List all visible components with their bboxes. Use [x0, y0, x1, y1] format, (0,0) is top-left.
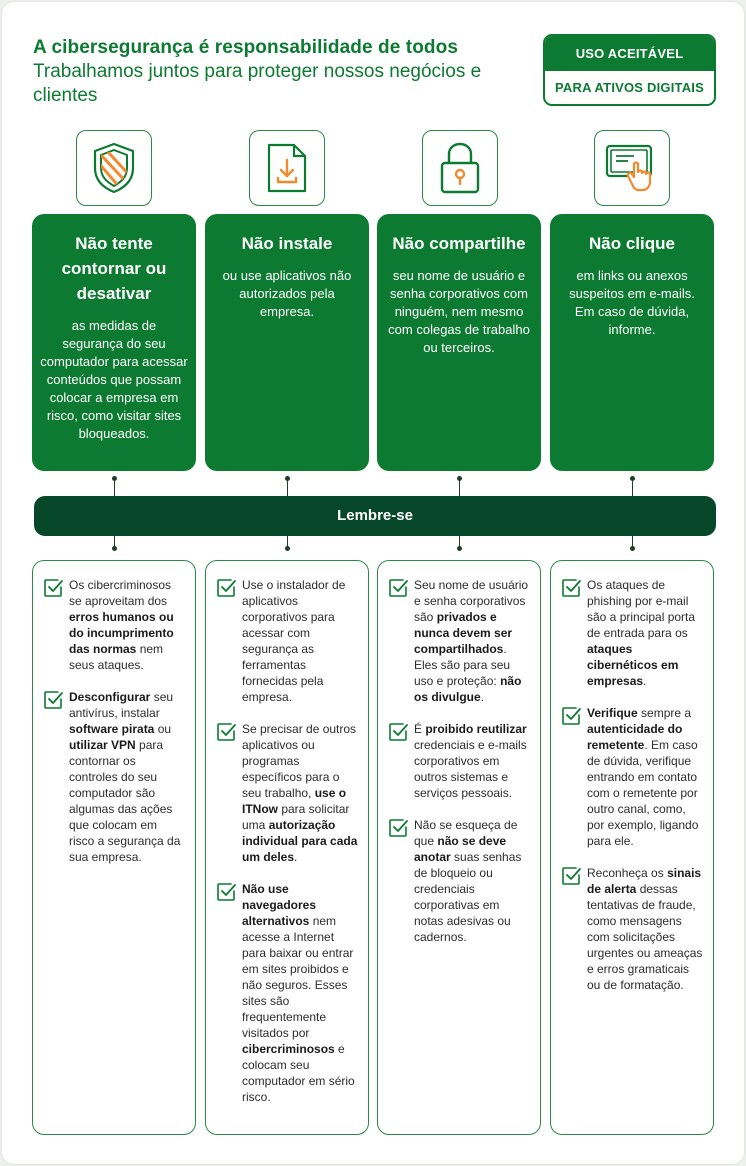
- body-text: nem seus ataques.: [69, 642, 164, 672]
- checkbox-check-icon: [561, 706, 581, 726]
- body-text: Seu nome de usuário e senha corporativos são: [414, 578, 529, 624]
- card-title: Não clique: [589, 234, 675, 253]
- connector-dot: [285, 546, 290, 551]
- checklist-item: [216, 881, 358, 1105]
- body-text: Se precisar de outros aplicativos ou programas específicos para o seu trabalho,: [242, 722, 357, 800]
- body-text: Os ataques de phishing por e-mail são a principal porta de entrada para os: [587, 578, 696, 640]
- body-text: ou: [154, 722, 172, 736]
- policy-badge: [543, 34, 716, 106]
- shield-icon: [89, 141, 139, 195]
- shield-icon-box: [76, 130, 152, 206]
- checklist-item-text: [414, 817, 530, 945]
- emphasis-text: autenticidade do remetente: [587, 722, 683, 752]
- emphasis-text: autorização individual para cada um deles: [242, 818, 358, 864]
- checkbox-check-icon: [388, 818, 408, 838]
- click-card-icon: [604, 142, 660, 194]
- badge-top-label: USO ACEITÁVEL: [545, 36, 714, 71]
- checklist-item: [561, 865, 703, 993]
- card-text: seu nome de usuário e senha corporativos com ninguém, nem mesmo com colegas de trabalho ou terceiros.: [388, 268, 530, 355]
- click-icon-box: [594, 130, 670, 206]
- emphasis-text: Verifique: [587, 706, 638, 720]
- checklist-item-text: [414, 721, 530, 801]
- card-text: ou use aplicativos não autorizados pela empresa.: [222, 268, 352, 319]
- connector-line: [459, 478, 460, 496]
- checkbox-check-icon: [388, 578, 408, 598]
- body-text: para contornar os controles do seu computador são algumas das ações que colocam em risco a segurança da sua empresa.: [69, 738, 181, 864]
- card-dont-share: [377, 214, 541, 471]
- page-title: A cibersegurança é responsabilidade de todos: [33, 37, 458, 58]
- emphasis-text: Desconfigurar: [69, 690, 151, 704]
- checkbox-check-icon: [561, 866, 581, 886]
- padlock-icon: [438, 141, 482, 195]
- checkbox-check-icon: [216, 722, 236, 742]
- emphasis-text: não se deve anotar: [414, 834, 507, 864]
- checkbox-check-icon: [216, 578, 236, 598]
- checklist-item-text: [587, 577, 703, 689]
- checklist-item: [561, 577, 703, 689]
- body-text: É: [414, 722, 426, 736]
- infographic-page: [2, 2, 744, 1164]
- checkbox-check-icon: [43, 578, 63, 598]
- emphasis-text: ataques cibernéticos em empresas: [587, 642, 679, 688]
- body-text: para solicitar uma: [242, 802, 350, 832]
- checklist-item-text: [587, 865, 703, 993]
- download-icon-box: [249, 130, 325, 206]
- body-text: .: [294, 850, 298, 864]
- card-title: Não tente contornar ou desativar: [61, 234, 167, 303]
- checklist-item-text: [242, 721, 358, 865]
- emphasis-text: cibercriminosos: [242, 1042, 335, 1056]
- body-text: e colocam seu computador em sério risco.: [242, 1042, 355, 1104]
- reminder-column: [205, 560, 369, 1135]
- checklist-item: [388, 817, 530, 945]
- checklist-item: [388, 721, 530, 801]
- checklist-item-text: [414, 577, 530, 705]
- emphasis-text: software pirata: [69, 722, 155, 736]
- checklist-item: [43, 689, 185, 865]
- checklist-item: [561, 705, 703, 849]
- body-text: .: [480, 690, 485, 704]
- connector-line: [114, 478, 115, 496]
- download-document-icon: [265, 142, 309, 194]
- checkbox-check-icon: [388, 722, 408, 742]
- card-dont-click: [550, 214, 714, 471]
- card-text: as medidas de segurança do seu computador para acessar conteúdos que possam colocar a empresa em risco, como visitar sites bloqueados.: [40, 318, 188, 441]
- padlock-icon-box: [422, 130, 498, 206]
- badge-bottom-label: PARA ATIVOS DIGITAIS: [555, 80, 704, 95]
- body-text: . Eles são para seu uso e proteção:: [414, 642, 511, 688]
- connector-dot: [112, 546, 117, 551]
- card-title: Não instale: [241, 234, 333, 253]
- body-text: Use o instalador de aplicativos corporativos para acessar com segurança as ferramentas fornecidas pela empresa.: [242, 578, 346, 704]
- reminder-column: [32, 560, 196, 1135]
- reminder-bar: Lembre-se: [34, 496, 716, 536]
- card-text: em links ou anexos suspeitos em e-mails. Em caso de dúvida, informe.: [569, 268, 695, 337]
- body-text: sempre a: [637, 706, 692, 720]
- body-text: Reconheça os: [587, 866, 668, 880]
- checklist-item-text: [242, 881, 358, 1105]
- emphasis-text: utilizar VPN: [69, 738, 136, 752]
- connector-dot: [457, 546, 462, 551]
- checklist-item: [388, 577, 530, 705]
- checklist-item-text: [69, 689, 185, 865]
- reminder-column: [377, 560, 541, 1135]
- card-dont-install: [205, 214, 369, 471]
- checklist-item: [216, 577, 358, 705]
- body-text: seu antivírus, instalar: [69, 690, 174, 720]
- body-text: Não se esqueça de que: [414, 818, 518, 848]
- checkbox-check-icon: [43, 690, 63, 710]
- body-text: credenciais e e-mails corporativos em outros sistemas e serviços pessoais.: [414, 738, 527, 800]
- emphasis-text: não os divulgue: [414, 674, 522, 704]
- emphasis-text: Não use navegadores alternativos: [242, 882, 317, 928]
- connector-line: [287, 478, 288, 496]
- emphasis-text: proibido reutilizar: [425, 722, 527, 736]
- body-text: . Em caso de dúvida, verifique entrando em contato com o remetente por outro canal, como, por exemplo, ligando para ele.: [587, 738, 699, 848]
- card-title: Não compartilhe: [392, 234, 526, 253]
- emphasis-text: erros humanos ou do incumprimento das normas: [69, 610, 174, 656]
- page-subtitle: Trabalhamos juntos para proteger nossos negócios e clientes: [33, 61, 482, 106]
- checklist-item: [216, 721, 358, 865]
- checklist-item-text: [69, 577, 185, 673]
- body-text: Os cibercriminosos se aproveitam dos: [69, 578, 172, 608]
- body-text: .: [643, 674, 647, 688]
- body-text: suas senhas de bloqueio ou credenciais corporativas em notas adesivas ou cadernos.: [414, 850, 522, 944]
- emphasis-text: use o ITNow: [242, 786, 347, 816]
- connector-dot: [630, 546, 635, 551]
- emphasis-text: privados e nunca devem ser compartilhados: [414, 610, 513, 656]
- checklist-item-text: [587, 705, 703, 849]
- checklist-item-text: [242, 577, 358, 705]
- emphasis-text: sinais de alerta: [587, 866, 702, 896]
- card-dont-bypass: [32, 214, 196, 471]
- connector-line: [632, 478, 633, 496]
- checklist-item: [43, 577, 185, 673]
- body-text: dessas tentativas de fraude, como mensagens com solicitações urgentes ou ameaças e erros gramaticais ou de formatação.: [587, 882, 703, 992]
- reminder-column: [550, 560, 714, 1135]
- checkbox-check-icon: [561, 578, 581, 598]
- body-text: nem acesse a Internet para baixar ou entrar em sites proibidos e não seguros. Esses sites são frequentemente visitados por: [242, 914, 354, 1040]
- checkbox-check-icon: [216, 882, 236, 902]
